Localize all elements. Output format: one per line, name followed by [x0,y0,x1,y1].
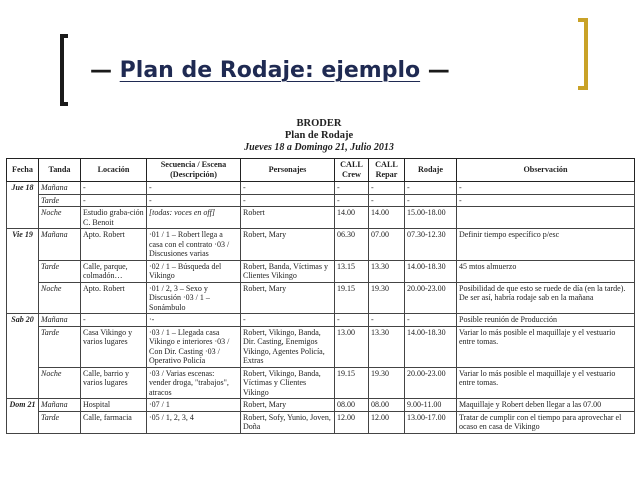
shift-cell: Mañana [39,229,81,261]
shooting-time-cell: - [405,182,457,195]
sequence-cell: ·03 / 1 – Llegada casa Vikingo e interiores ·03 / Con Dir. Casting ·03 / Operativo Policía [147,326,241,367]
table-row [7,194,635,207]
call-crew-cell: 13.00 [335,326,369,367]
table-row [7,399,635,412]
observation-cell: - [457,182,635,195]
call-crew-cell: 14.00 [335,207,369,229]
shift-cell: Mañana [39,182,81,195]
column-header: Observación [457,159,635,182]
location-cell: Calle, barrio y varios lugares [81,367,147,399]
sequence-cell: ·07 / 1 [147,399,241,412]
table-row [7,367,635,399]
observation-cell: Posible reunión de Producción [457,314,635,327]
call-repar-cell: 19.30 [369,367,405,399]
location-cell: Casa Vikingo y varios lugares [81,326,147,367]
characters-cell: Robert, Vikingo, Banda, Víctimas y Clientes Vikingo [241,367,335,399]
shift-cell: Noche [39,207,81,229]
location-cell: Calle, parque, colmadón… [81,260,147,282]
observation-cell: Definir tiempo específico p/esc [457,229,635,261]
call-repar-cell: 19.30 [369,282,405,314]
shooting-time-cell: - [405,194,457,207]
document-date-range: Jueves 18 a Domingo 21, Julio 2013 [244,142,394,153]
observation-cell: - [457,194,635,207]
call-crew-cell: 19.15 [335,282,369,314]
sequence-cell: ·- [147,314,241,327]
date-cell: Dom 21 [7,399,39,434]
observation-cell: Posibilidad de que esto se ruede de día (en la tarde). De ser así, habría rodaje sab en la mañana [457,282,635,314]
call-repar-cell: 13.30 [369,326,405,367]
observation-cell: Variar lo más posible el maquillaje y el vestuario entre tomas. [457,367,635,399]
table-row [7,314,635,327]
location-cell: Calle, farmacia [81,411,147,433]
table-header-row [7,159,635,182]
column-header: CALL Crew [335,159,369,182]
shift-cell: Noche [39,367,81,399]
location-cell: - [81,182,147,195]
sequence-cell: ·03 / Varias escenas: vender droga, "trabajos", atracos [147,367,241,399]
shooting-time-cell: 15.00-18.00 [405,207,457,229]
characters-cell: Robert [241,207,335,229]
shift-cell: Tarde [39,260,81,282]
shooting-time-cell: 14.00-18.30 [405,260,457,282]
location-cell: Hospital [81,399,147,412]
call-crew-cell: - [335,182,369,195]
table-row [7,182,635,195]
call-repar-cell: 08.00 [369,399,405,412]
location-cell: Apto. Robert [81,282,147,314]
characters-cell: Robert, Mary [241,399,335,412]
shooting-time-cell: - [405,314,457,327]
observation-cell [457,207,635,229]
characters-cell: Robert, Mary [241,229,335,261]
location-cell: - [81,314,147,327]
shift-cell: Tarde [39,411,81,433]
table-row [7,326,635,367]
call-repar-cell: 13.30 [369,260,405,282]
left-bracket-decoration [60,34,68,106]
call-repar-cell: 12.00 [369,411,405,433]
observation-cell: Variar lo más posible el maquillaje y el vestuario entre tomas. [457,326,635,367]
characters-cell: - [241,194,335,207]
column-header: Rodaje [405,159,457,182]
sequence-cell: - [147,182,241,195]
shooting-time-cell: 20.00-23.00 [405,282,457,314]
title-text: Plan de Rodaje: ejemplo [119,58,421,83]
call-repar-cell: - [369,182,405,195]
document-heading: BRODER [296,118,342,129]
table-row [7,229,635,261]
call-crew-cell: - [335,194,369,207]
table-row [7,207,635,229]
observation-cell: 45 mtos almuerzo [457,260,635,282]
column-header: Fecha [7,159,39,182]
observation-cell: Tratar de cumplir con el tiempo para aprovechar el ocaso en casa de Vikingo [457,411,635,433]
shooting-time-cell: 14.00-18.30 [405,326,457,367]
sequence-cell: ·01 / 2, 3 – Sexo y Discusión ·03 / 1 – Sonámbulo [147,282,241,314]
call-repar-cell: 14.00 [369,207,405,229]
call-repar-cell: - [369,194,405,207]
date-cell: Vie 19 [7,229,39,314]
date-cell: Jue 18 [7,182,39,229]
location-cell: Apto. Robert [81,229,147,261]
call-crew-cell: 19.15 [335,367,369,399]
characters-cell: - [241,182,335,195]
call-crew-cell: 08.00 [335,399,369,412]
shooting-time-cell: 20.00-23.00 [405,367,457,399]
sequence-cell: ·05 / 1, 2, 3, 4 [147,411,241,433]
shift-cell: Mañana [39,314,81,327]
table-row [7,282,635,314]
sequence-cell: - [147,194,241,207]
location-cell: - [81,194,147,207]
shooting-schedule-table [6,158,635,434]
shooting-time-cell: 13.00-17.00 [405,411,457,433]
shift-cell: Mañana [39,399,81,412]
sequence-cell: [todas: voces en off] [147,207,241,229]
table-row [7,260,635,282]
slide-title [90,58,450,83]
shooting-time-cell: 9.00-11.00 [405,399,457,412]
column-header: CALL Repar [369,159,405,182]
characters-cell: Robert, Vikingo, Banda, Dir. Casting, Enemigos Vikingo, Agentes Policía, Extras [241,326,335,367]
characters-cell: - [241,314,335,327]
shift-cell: Tarde [39,194,81,207]
title-dash-left: — [90,58,112,83]
table-row [7,411,635,433]
location-cell: Estudio graba-ción C. Benoit [81,207,147,229]
column-header: Secuencia / Escena (Descripción) [147,159,241,182]
column-header: Personajes [241,159,335,182]
call-crew-cell: 12.00 [335,411,369,433]
right-bracket-decoration [578,18,588,90]
observation-cell: Maquillaje y Robert deben llegar a las 07.00 [457,399,635,412]
document-subheading: Plan de Rodaje [284,130,354,141]
title-dash-right: — [427,58,450,83]
call-crew-cell: 06.30 [335,229,369,261]
sequence-cell: ·02 / 1 – Búsqueda del Vikingo [147,260,241,282]
shift-cell: Tarde [39,326,81,367]
characters-cell: Robert, Mary [241,282,335,314]
call-crew-cell: 13.15 [335,260,369,282]
call-repar-cell: 07.00 [369,229,405,261]
sequence-cell: ·01 / 1 – Robert llega a casa con el contrato ·03 / Discusiones varias [147,229,241,261]
column-header: Tanda [39,159,81,182]
characters-cell: Robert, Banda, Víctimas y Clientes Vikingo [241,260,335,282]
characters-cell: Robert, Sofy, Yunio, Joven, Doña [241,411,335,433]
column-header: Locación [81,159,147,182]
shooting-time-cell: 07.30-12.30 [405,229,457,261]
call-crew-cell: - [335,314,369,327]
shift-cell: Noche [39,282,81,314]
date-cell: Sab 20 [7,314,39,399]
call-repar-cell: - [369,314,405,327]
